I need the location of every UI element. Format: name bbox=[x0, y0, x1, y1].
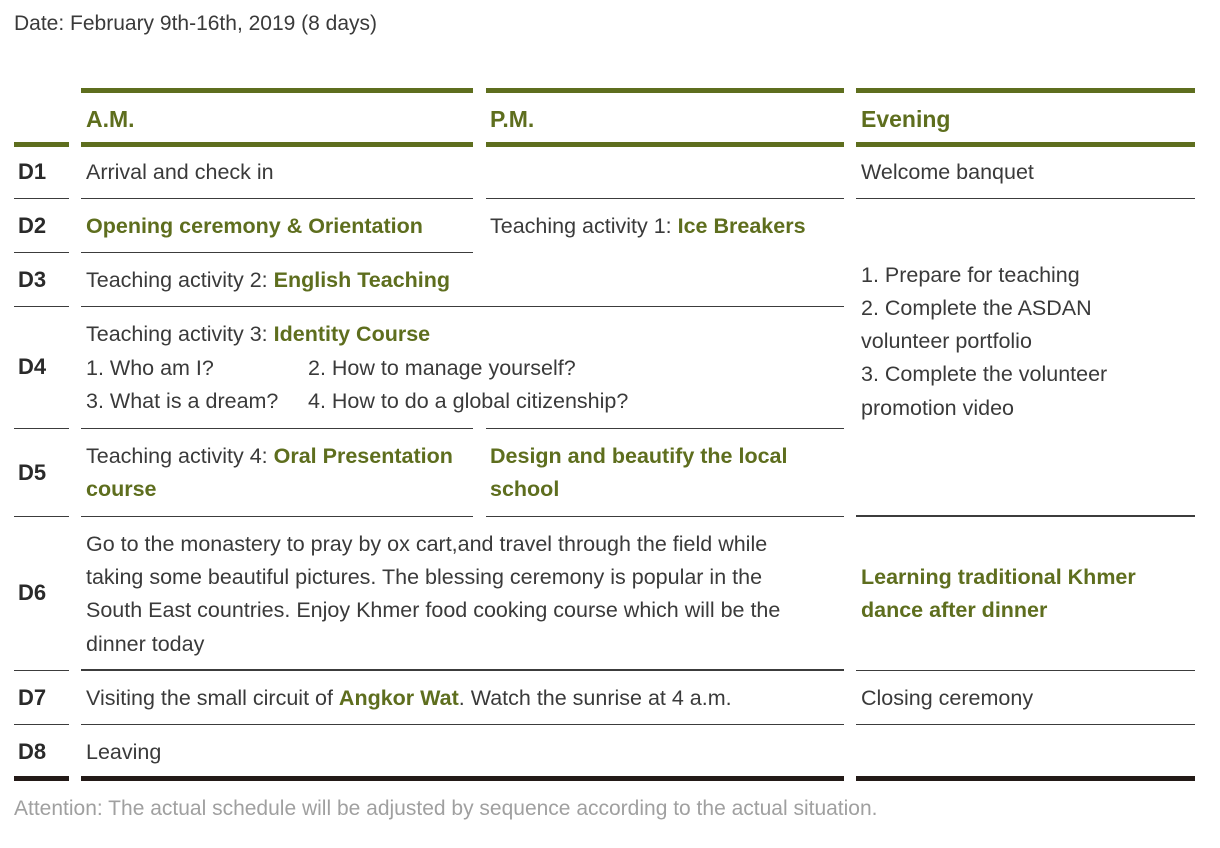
divider bbox=[81, 306, 844, 307]
divider bbox=[14, 252, 69, 253]
table-bottom-rule bbox=[856, 776, 1195, 781]
day-label-d7: D7 bbox=[18, 685, 47, 710]
divider bbox=[486, 428, 844, 429]
header-am: A.M. bbox=[86, 106, 135, 132]
day-label-d8: D8 bbox=[18, 739, 47, 764]
divider bbox=[14, 724, 69, 725]
divider bbox=[14, 306, 69, 307]
divider bbox=[81, 428, 473, 429]
day-label-d6: D6 bbox=[18, 580, 47, 605]
divider bbox=[81, 669, 844, 671]
table-bottom-rule bbox=[14, 776, 69, 781]
divider bbox=[856, 198, 1195, 199]
evening-tasks-line: volunteer portfolio bbox=[861, 329, 1032, 353]
d5-pm-line: school bbox=[490, 477, 560, 501]
evening-tasks-line: 3. Complete the volunteer bbox=[861, 362, 1108, 386]
d2-am: Opening ceremony & Orientation bbox=[86, 214, 423, 238]
d1-am: Arrival and check in bbox=[86, 160, 274, 184]
day-label-d2: D2 bbox=[18, 213, 47, 238]
d6-evening-line: Learning traditional Khmer bbox=[861, 565, 1136, 589]
header-pm: P.M. bbox=[490, 106, 535, 132]
header-evening: Evening bbox=[861, 106, 951, 132]
d6-evening-line: dance after dinner bbox=[861, 598, 1048, 622]
d7-evening: Closing ceremony bbox=[861, 686, 1034, 710]
d6-am-line: South East countries. Enjoy Khmer food cooking course which will be the bbox=[86, 598, 781, 622]
evening-tasks-line: 1. Prepare for teaching bbox=[861, 263, 1080, 287]
table-bottom-rule bbox=[81, 776, 844, 781]
d5-am-line: course bbox=[86, 477, 157, 501]
d8-am: Leaving bbox=[86, 740, 162, 764]
d3-am: Teaching activity 2: English Teaching bbox=[86, 268, 451, 292]
d4-question: 3. What is a dream? bbox=[86, 389, 279, 413]
d5-am-line: Teaching activity 4: Oral Presentation bbox=[86, 444, 453, 468]
divider bbox=[14, 428, 69, 429]
evening-tasks-line: promotion video bbox=[861, 396, 1014, 420]
pm-top-rule bbox=[486, 88, 844, 93]
divider bbox=[14, 516, 69, 517]
day-header-rule bbox=[14, 142, 69, 147]
divider bbox=[856, 515, 1195, 517]
d4-question: 2. How to manage yourself? bbox=[308, 356, 576, 380]
d6-am-line: Go to the monastery to pray by ox cart,and travel through the field while bbox=[86, 532, 768, 556]
pm-header-rule bbox=[486, 142, 844, 147]
divider bbox=[856, 670, 1195, 671]
evening-tasks-line: 2. Complete the ASDAN bbox=[861, 296, 1092, 320]
evening-header-rule bbox=[856, 142, 1195, 147]
evening-top-rule bbox=[856, 88, 1195, 93]
day-label-d3: D3 bbox=[18, 267, 47, 292]
d6-am-line: taking some beautiful pictures. The blessing ceremony is popular in the bbox=[86, 565, 763, 589]
divider bbox=[81, 724, 844, 725]
divider bbox=[14, 198, 69, 199]
divider bbox=[81, 516, 473, 517]
d4-question: 4. How to do a global citizenship? bbox=[308, 389, 629, 413]
schedule-date: Date: February 9th-16th, 2019 (8 days) bbox=[14, 12, 378, 35]
divider bbox=[81, 252, 473, 253]
day-label-d5: D5 bbox=[18, 460, 47, 485]
divider bbox=[856, 724, 1195, 725]
d7-am: Visiting the small circuit of Angkor Wat. Watch the sunrise at 4 a.m. bbox=[86, 686, 732, 710]
divider bbox=[486, 198, 844, 199]
divider bbox=[14, 670, 69, 671]
divider bbox=[486, 516, 844, 517]
attention-note: Attention: The actual schedule will be adjusted by sequence according to the actual situation. bbox=[14, 797, 878, 820]
d6-am-line: dinner today bbox=[86, 632, 205, 656]
day-label-d1: D1 bbox=[18, 159, 47, 184]
divider bbox=[81, 198, 473, 199]
d1-evening: Welcome banquet bbox=[861, 160, 1034, 184]
day-label-d4: D4 bbox=[18, 354, 47, 379]
am-top-rule bbox=[81, 88, 473, 93]
am-header-rule bbox=[81, 142, 473, 147]
d4-question: 1. Who am I? bbox=[86, 356, 214, 380]
d4-title: Teaching activity 3: Identity Course bbox=[86, 322, 431, 346]
d5-pm-line: Design and beautify the local bbox=[490, 444, 788, 468]
d2-pm: Teaching activity 1: Ice Breakers bbox=[490, 214, 806, 238]
